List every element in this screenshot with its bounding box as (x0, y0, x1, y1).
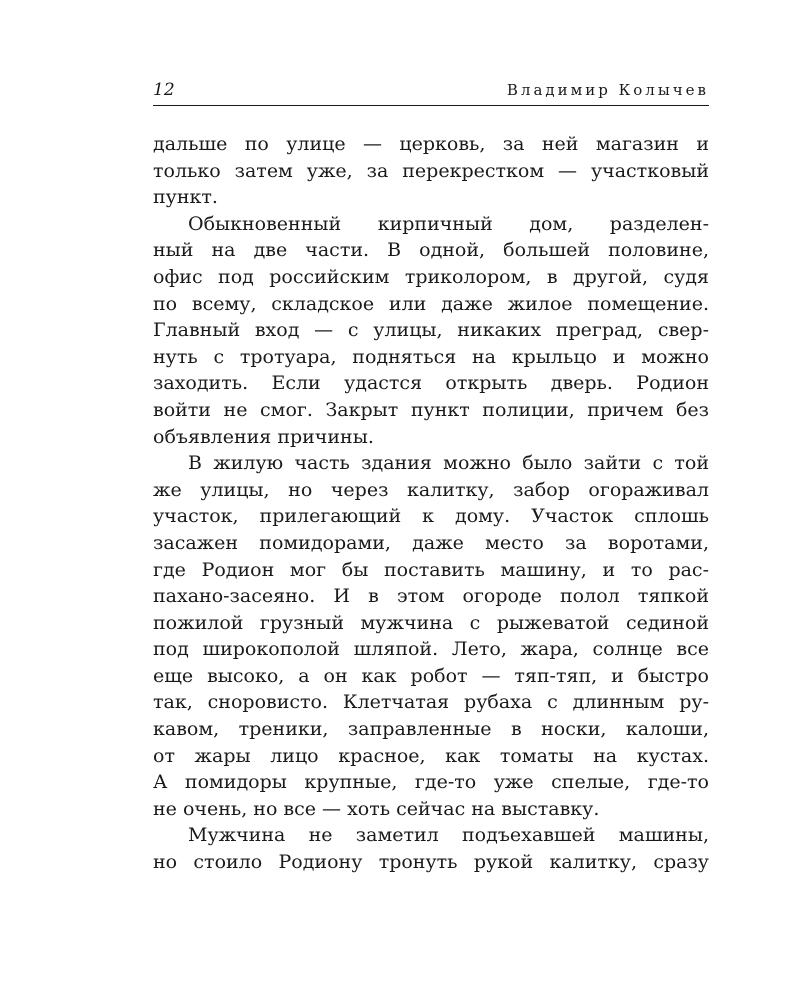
text-line: Мужчина не заметил подъехавшей машины, (188, 824, 709, 847)
text-line: где Родион мог бы поставить машину, и то рас- (153, 558, 709, 581)
text-line: В жилую часть здания можно было зайти с той (188, 452, 709, 475)
text-line: нуть с тротуара, подняться на крыльцо и можно (153, 345, 709, 368)
text-line: кавом, треники, заправленные в носки, калоши, (153, 718, 709, 741)
body-text (153, 131, 709, 876)
text-line: ный на две части. В одной, большей половине, (153, 239, 709, 262)
text-line: но стоило Родиону тронуть рукой калитку, сразу (153, 851, 709, 874)
text-line: только затем уже, за перекрестком — участковый (153, 159, 709, 182)
text-line: объявления причины. (153, 425, 374, 448)
text-line: не очень, но все — хоть сейчас на выставку. (153, 797, 600, 820)
text-line: дальше по улице — церковь, за ней магазин и (153, 133, 709, 155)
text-line: пахано-засеяно. И в этом огороде полол тяпкой (153, 585, 709, 608)
text-line: офис под российским триколором, в другой, судя (153, 265, 709, 288)
text-line: заходить. Если удастся открыть дверь. Родион (153, 372, 709, 395)
text-line: от жары лицо красное, как томаты на кустах. (153, 744, 709, 767)
author-name: Владимир Колычев (506, 81, 709, 99)
text-line: А помидоры крупные, где-то уже спелые, где-то (153, 771, 709, 794)
text-line: так, сноровисто. Клетчатая рубаха с длинным ру- (153, 691, 709, 714)
text-line: под широкополой шляпой. Лето, жара, солнце все (153, 638, 709, 661)
text-line: по всему, складское или даже жилое помещение. (153, 292, 709, 315)
text-line: засажен помидорами, даже место за воротами, (153, 531, 709, 554)
text-line: пункт. (153, 186, 218, 209)
text-line: участок, прилегающий к дому. Участок сплошь (153, 505, 709, 528)
text-line: пожилой грузный мужчина с рыжеватой сединой (153, 611, 709, 634)
text-line: еще высоко, а он как робот — тяп-тяп, и быстро (153, 664, 709, 687)
text-line: Обыкновенный кирпичный дом, разделен- (188, 212, 709, 235)
text-line: войти не смог. Закрыт пункт полиции, причем без (153, 398, 709, 421)
text-line: же улицы, но через калитку, забор огораживал (153, 478, 709, 501)
running-header (153, 79, 709, 106)
page-number: 12 (153, 80, 175, 100)
text-line: Главный вход — с улицы, никаких преград, свер- (153, 319, 709, 342)
